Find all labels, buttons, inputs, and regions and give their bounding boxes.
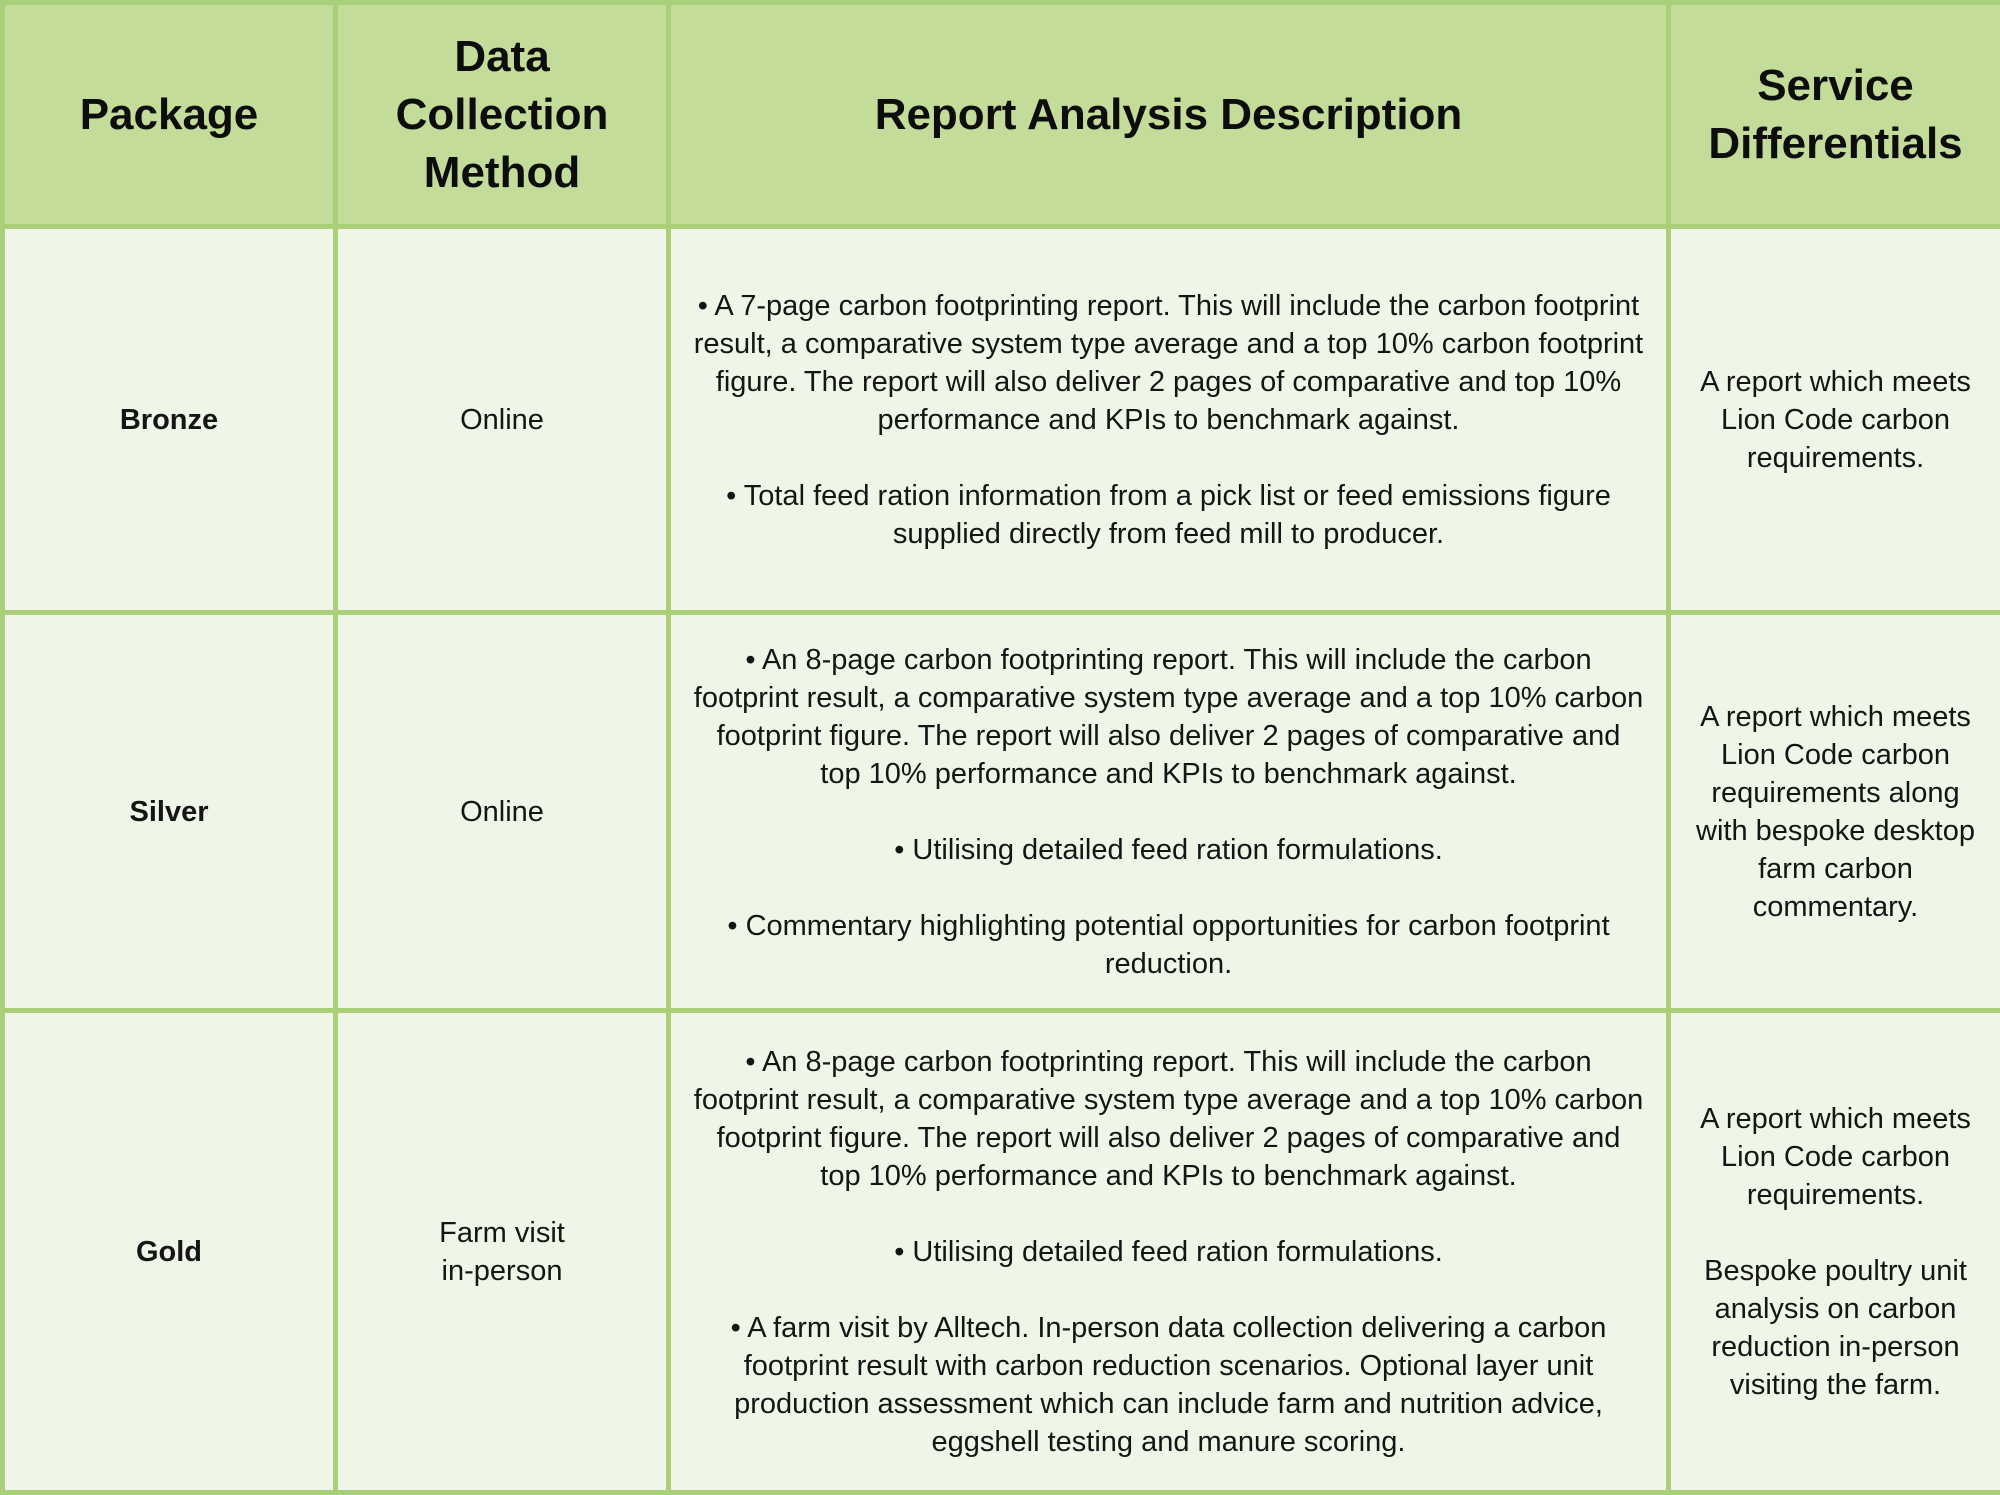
description-bullet: • An 8-page carbon footprinting report. This will include the carbon footprint result, a comparative system type average and a top 10% carbon footprint figure. The report will also deliver 2 pages of comparative and top 10% performance and KPIs to benchmark against. — [693, 641, 1644, 793]
differentials-cell — [1669, 227, 2000, 613]
description-bullet: • A farm visit by Alltech. In-person data collection delivering a carbon footprint result with carbon reduction scenarios. Optional layer unit production assessment which can include farm and nutrition advice, eggshell testing and manure scoring. — [693, 1309, 1644, 1461]
header-report-analysis-description: Report Analysis Description — [669, 3, 1669, 227]
differential-text: A report which meets Lion Code carbon requirements. — [1693, 363, 1978, 477]
table-header-row — [3, 3, 2000, 227]
header-package: Package — [3, 3, 336, 227]
description-cell — [669, 1011, 1669, 1493]
description-bullet: • Utilising detailed feed ration formulations. — [693, 1233, 1644, 1271]
differentials-cell — [1669, 1011, 2000, 1493]
method-cell: Farm visit in-person — [336, 1011, 669, 1493]
description-bullet: • Utilising detailed feed ration formulations. — [693, 831, 1644, 869]
package-name-cell: Bronze — [3, 227, 336, 613]
table-row-gold — [3, 1011, 2000, 1493]
description-cell — [669, 613, 1669, 1011]
table-row-silver — [3, 613, 2000, 1011]
method-cell: Online — [336, 613, 669, 1011]
description-bullet: • Commentary highlighting potential opportunities for carbon footprint reduction. — [693, 907, 1644, 983]
method-cell: Online — [336, 227, 669, 613]
description-bullet: • An 8-page carbon footprinting report. This will include the carbon footprint result, a comparative system type average and a top 10% carbon footprint figure. The report will also deliver 2 pages of comparative and top 10% performance and KPIs to benchmark against. — [693, 1043, 1644, 1195]
differential-text: Bespoke poultry unit analysis on carbon reduction in-person visiting the farm. — [1693, 1252, 1978, 1404]
header-data-collection-method: Data Collection Method — [336, 3, 669, 227]
description-bullet: • Total feed ration information from a pick list or feed emissions figure supplied directly from feed mill to producer. — [693, 477, 1644, 553]
header-service-differentials: Service Differentials — [1669, 3, 2000, 227]
differentials-cell — [1669, 613, 2000, 1011]
package-name-cell: Silver — [3, 613, 336, 1011]
description-bullet: • A 7-page carbon footprinting report. This will include the carbon footprint result, a comparative system type average and a top 10% carbon footprint figure. The report will also deliver 2 pages of comparative and top 10% performance and KPIs to benchmark against. — [693, 287, 1644, 439]
package-name-cell: Gold — [3, 1011, 336, 1493]
differential-text: A report which meets Lion Code carbon requirements. — [1693, 1100, 1978, 1214]
table-row-bronze — [3, 227, 2000, 613]
differential-text: A report which meets Lion Code carbon requirements along with bespoke desktop farm carbon commentary. — [1693, 698, 1978, 926]
description-cell — [669, 227, 1669, 613]
